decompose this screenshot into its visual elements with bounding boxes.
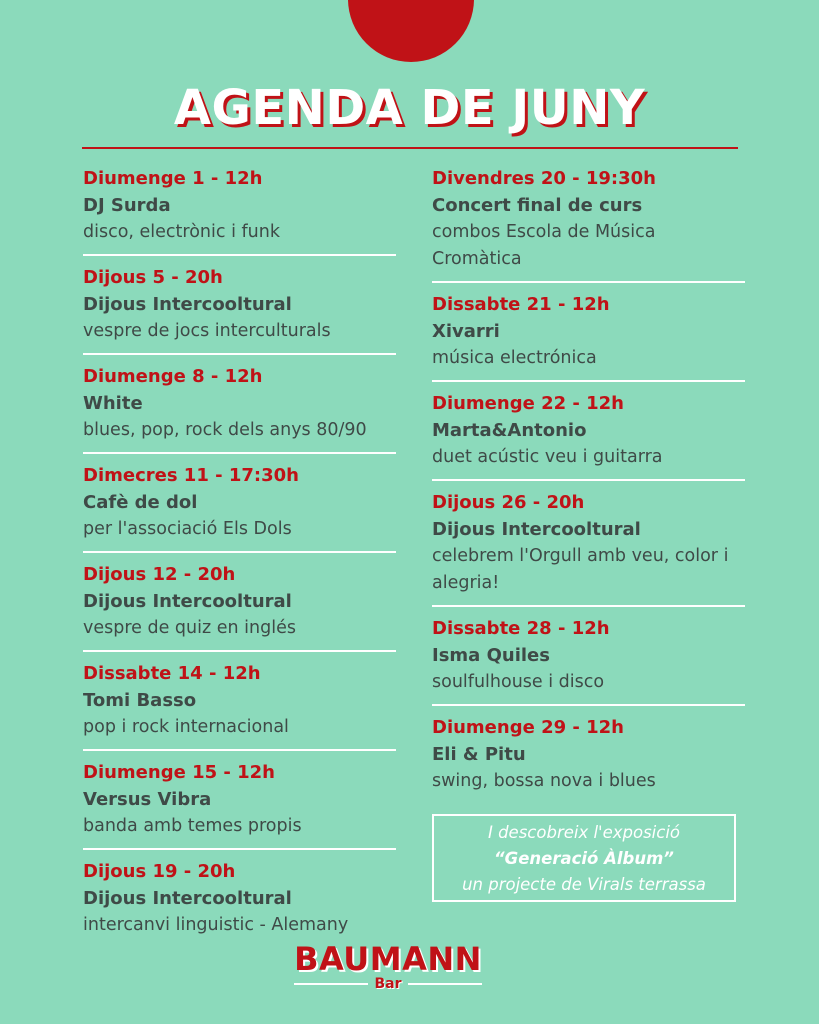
events-column-right [432,163,745,809]
events-column-left [83,163,396,953]
title-divider [82,147,738,149]
event-item [432,487,745,607]
event-name: White [83,393,143,414]
event-description: pop i rock internacional [83,717,289,737]
event-date: Diumenge 8 - 12h [83,366,263,387]
event-item [83,559,396,652]
event-name: Isma Quiles [432,645,550,666]
event-description: soulfulhouse i disco [432,672,605,692]
event-date: Dimecres 11 - 17:30h [83,465,299,486]
logo-sub-row [290,976,486,992]
event-date: Diumenge 29 - 12h [432,717,624,738]
event-description: disco, electrònic i funk [83,222,280,242]
event-name: Dijous Intercooltural [432,519,641,540]
event-date: Diumenge 15 - 12h [83,762,275,783]
event-description: banda amb temes propis [83,816,302,836]
event-name: Cafè de dol [83,492,198,513]
baumann-bar-logo [290,940,486,992]
event-name: DJ Surda [83,195,171,216]
event-item [83,361,396,454]
exhibition-line-3: un projecte de Virals terrassa [462,875,706,894]
event-item [432,712,745,803]
event-item [83,163,396,256]
logo-line-right [408,983,482,985]
page-title: AGENDA DE JUNY [173,80,646,136]
event-description: per l'associació Els Dols [83,519,292,539]
event-date: Dijous 26 - 20h [432,492,585,513]
event-item [432,388,745,481]
event-date: Divendres 20 - 19:30h [432,168,656,189]
event-description: vespre de quiz en inglés [83,618,296,638]
event-name: Xivarri [432,321,500,342]
exhibition-box [432,814,736,902]
event-item [432,163,745,283]
event-name: Dijous Intercooltural [83,591,292,612]
event-description: vespre de jocs interculturals [83,321,331,341]
event-item [83,262,396,355]
event-date: Dijous 5 - 20h [83,267,223,288]
event-item [432,289,745,382]
event-date: Dijous 19 - 20h [83,861,236,882]
event-date: Dissabte 14 - 12h [83,663,261,684]
logo-line-left [294,983,368,985]
event-name: Dijous Intercooltural [83,294,292,315]
event-name: Concert final de curs [432,195,643,216]
event-date: Dissabte 21 - 12h [432,294,610,315]
event-name: Dijous Intercooltural [83,888,292,909]
event-description: intercanvi linguistic - Alemany [83,915,349,935]
event-date: Diumenge 1 - 12h [83,168,263,189]
logo-brand: BAUMANN [294,940,482,978]
exhibition-title: “Generació Àlbum” [494,849,674,868]
event-description: música electrónica [432,348,597,368]
event-item [83,460,396,553]
event-description: celebrem l'Orgull amb veu, color i alegria! [432,546,729,593]
event-name: Marta&Antonio [432,420,587,441]
event-description: duet acústic veu i guitarra [432,447,663,467]
event-item [83,757,396,850]
event-name: Eli & Pitu [432,744,526,765]
event-date: Dissabte 28 - 12h [432,618,610,639]
event-description: swing, bossa nova i blues [432,771,656,791]
event-description: blues, pop, rock dels anys 80/90 [83,420,367,440]
event-item [83,856,396,947]
event-item [83,658,396,751]
red-circle-decoration [348,0,474,62]
event-date: Dijous 12 - 20h [83,564,236,585]
logo-sub: Bar [374,976,402,992]
event-description: combos Escola de Música Cromàtica [432,222,656,269]
exhibition-line-1: I descobreix l'exposició [487,823,681,842]
event-name: Tomi Basso [83,690,197,711]
event-date: Diumenge 22 - 12h [432,393,624,414]
event-item [432,613,745,706]
event-name: Versus Vibra [83,789,212,810]
